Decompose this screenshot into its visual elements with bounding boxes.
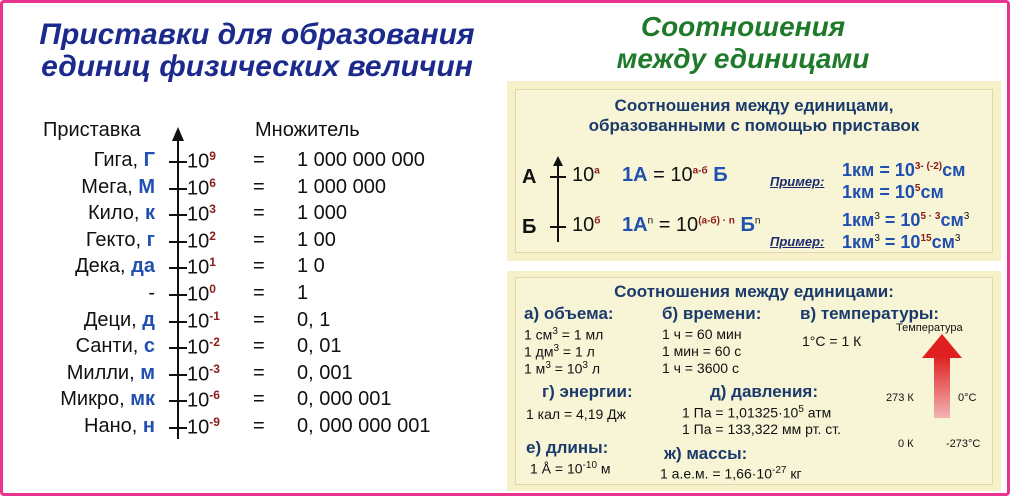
prefix-row (7, 282, 491, 308)
pressure-title: д) давления: (710, 382, 818, 401)
prefix-name: Деци, д (83, 308, 155, 331)
prefix-row (7, 229, 491, 255)
temperature-1: 1°С = 1 К (802, 333, 862, 349)
prefix-symbol: д (142, 308, 155, 331)
prefix-name: Санти, с (75, 335, 155, 358)
relations-title (593, 11, 893, 75)
prefix-symbol: м (140, 361, 155, 384)
prefix-symbol: да (131, 255, 155, 278)
multiplier-value: 1 000 000 000 (297, 149, 425, 171)
prefix-power: $10^1$ (187, 255, 216, 280)
prefixes-title-line2: единиц физических величин (41, 50, 473, 83)
equals-sign: = (253, 175, 265, 198)
mass-1: 1 а.е.м. = $1,66\cdot 10^{-27}$ кг (660, 465, 802, 482)
multiplier-value: 1 000 000 (297, 175, 386, 198)
prefix-name: - (148, 282, 155, 304)
multiplier-value: 0, 1 (297, 308, 331, 331)
prefix-table (7, 103, 491, 491)
multiplier-value: 0, 001 (297, 361, 353, 384)
prefix-symbol: н (142, 415, 155, 437)
axis-tick (169, 347, 187, 349)
celsius-0: 0°С (958, 392, 977, 404)
formula-2: $1А^n = 10^{(а-б) \cdot n}$ $Б^n$ (622, 214, 761, 236)
axis-tick (169, 267, 187, 269)
axis-tick (169, 427, 187, 429)
prefix-relations-box (515, 89, 993, 253)
multiplier-header: Множитель (255, 119, 360, 141)
axis-tick (169, 214, 187, 216)
prefix-power: $10^{-3}$ (187, 361, 220, 386)
celsius-neg273: -273°С (946, 438, 981, 450)
prefix-symbol: Г (143, 149, 155, 171)
relations-title-line1: Соотношения (640, 11, 846, 42)
prefix-row (7, 176, 491, 202)
prefix-name: Мега, М (81, 175, 155, 198)
equals-sign: = (253, 149, 265, 171)
multiplier-value: 0, 000 001 (297, 388, 392, 411)
axis-tick (169, 400, 187, 402)
multiplier-value: 0, 000 000 001 (297, 415, 431, 437)
example-2a: $1км^3 = 10^{5 \cdot 3}см^3$ (842, 210, 970, 230)
pow-a: $10^а$ (572, 164, 600, 186)
time-1: 1 ч = 60 мин (662, 326, 742, 342)
example-label-2: Пример: (770, 234, 825, 249)
prefix-row (7, 149, 491, 175)
label-a: А (522, 166, 537, 188)
temperature-arrow-body (934, 356, 950, 418)
prefix-row (7, 335, 491, 361)
example-2b: $1км^3 = 10^{15}см^3$ (842, 232, 961, 252)
prefix-row (7, 255, 491, 281)
relations-title-line2: между единицами (616, 43, 870, 74)
prefix-power: $10^{-2}$ (187, 335, 220, 359)
prefix-row (7, 309, 491, 335)
mass-title: ж) массы: (664, 444, 748, 463)
formula-1: $1А = 10^{а-б}$ Б (622, 164, 728, 186)
volume-3: 1 $м^3 = 10^3$ л (524, 360, 601, 377)
prefix-power: $10^9$ (187, 149, 216, 173)
prefix-row (7, 362, 491, 388)
energy-1: 1 кал = 4,19 Дж (526, 406, 627, 422)
equals-sign: = (253, 228, 265, 251)
axis-tick (169, 321, 187, 323)
unit-relations-box (515, 277, 993, 485)
prefixes-title (17, 19, 497, 83)
prefix-name: Милли, м (66, 361, 155, 384)
prefix-relations-title-line2: образованными с помощью приставок (588, 116, 920, 135)
time-2: 1 мин = 60 с (662, 343, 742, 359)
prefix-power: $10^3$ (187, 202, 216, 226)
prefix-row (7, 202, 491, 228)
energy-title: г) энергии: (542, 382, 633, 401)
unit-relations-title: Соотношения между единицами: (614, 282, 894, 301)
axis-tick (169, 294, 187, 296)
volume-title: а) объема: (524, 304, 614, 323)
prefix-relations-title-line1: Соотношения между единицами, (614, 96, 894, 115)
pow-b: $10^б$ (572, 214, 601, 236)
prefix-relations-panel (507, 81, 1001, 261)
prefix-symbol: М (138, 175, 155, 198)
equals-sign: = (253, 335, 265, 358)
equals-sign: = (253, 202, 265, 225)
equals-sign: = (253, 308, 265, 331)
example-1a: $1км = 10^{3- (-2)}см$ (842, 160, 966, 180)
length-1: 1 Å = $10^{-10}$ м (530, 460, 611, 477)
small-axis-tick-a (550, 176, 566, 178)
temperature-title: в) температуры: (800, 304, 940, 323)
axis-tick (169, 161, 187, 163)
time-3: 1 ч = 3600 с (662, 360, 739, 376)
prefix-power: $10^0$ (187, 282, 216, 306)
prefixes-title-line1: Приставки для образования (39, 18, 475, 51)
equals-sign: = (253, 361, 265, 384)
kelvin-273: 273 К (886, 392, 914, 404)
prefix-name: Дека, да (75, 255, 155, 278)
prefix-power: $10^{-1}$ (187, 308, 220, 333)
prefix-symbol: г (146, 228, 155, 251)
length-title: е) длины: (526, 438, 609, 457)
prefix-symbol: к (144, 202, 155, 225)
axis-tick (169, 241, 187, 243)
multiplier-value: 1 00 (297, 228, 336, 251)
pressure-1: 1 Па = $1,01325\cdot 10^5$ атм (682, 404, 832, 421)
time-title: б) времени: (662, 304, 762, 323)
prefix-row (7, 388, 491, 414)
example-1b: $1км = 10^5см$ (842, 182, 944, 202)
example-label-1: Пример: (770, 174, 825, 189)
prefix-name: Гига, Г (93, 149, 155, 171)
volume-1: 1 $см^3 = 1$ мл (524, 326, 604, 343)
prefix-name: Гекто, г (85, 228, 155, 251)
pressure-2: 1 Па = 133,322 мм рт. ст. (682, 421, 841, 437)
prefix-header: Приставка (43, 119, 141, 141)
multiplier-value: 0, 01 (297, 335, 342, 358)
prefix-power: $10^2$ (187, 228, 216, 253)
volume-2: 1 $дм^3 = 1$ л (524, 343, 595, 360)
prefix-name: Кило, к (88, 202, 155, 225)
prefix-symbol: мк (130, 388, 155, 411)
prefix-power: $10^{-6}$ (187, 388, 220, 413)
equals-sign: = (253, 255, 265, 278)
small-axis-tick-b (550, 226, 566, 228)
prefix-name: Микро, мк (60, 388, 155, 411)
prefix-power: $10^6$ (187, 175, 216, 200)
prefix-symbol: с (143, 335, 155, 358)
equals-sign: = (253, 388, 265, 411)
prefix-row (7, 415, 491, 441)
axis-tick (169, 374, 187, 376)
temperature-arrow-icon (922, 334, 962, 358)
unit-relations-panel (507, 271, 1001, 491)
prefix-name: Нано, н (84, 415, 155, 437)
equals-sign: = (253, 282, 265, 304)
axis-tick (169, 188, 187, 190)
prefix-power: $10^{-9}$ (187, 415, 220, 439)
multiplier-value: 1 000 (297, 202, 348, 225)
multiplier-value: 1 0 (297, 255, 325, 278)
label-b: Б (522, 216, 537, 238)
thermometer-label: Температура (896, 322, 963, 334)
multiplier-value: 1 (297, 282, 309, 304)
equals-sign: = (253, 415, 265, 437)
kelvin-0: 0 К (898, 438, 914, 450)
